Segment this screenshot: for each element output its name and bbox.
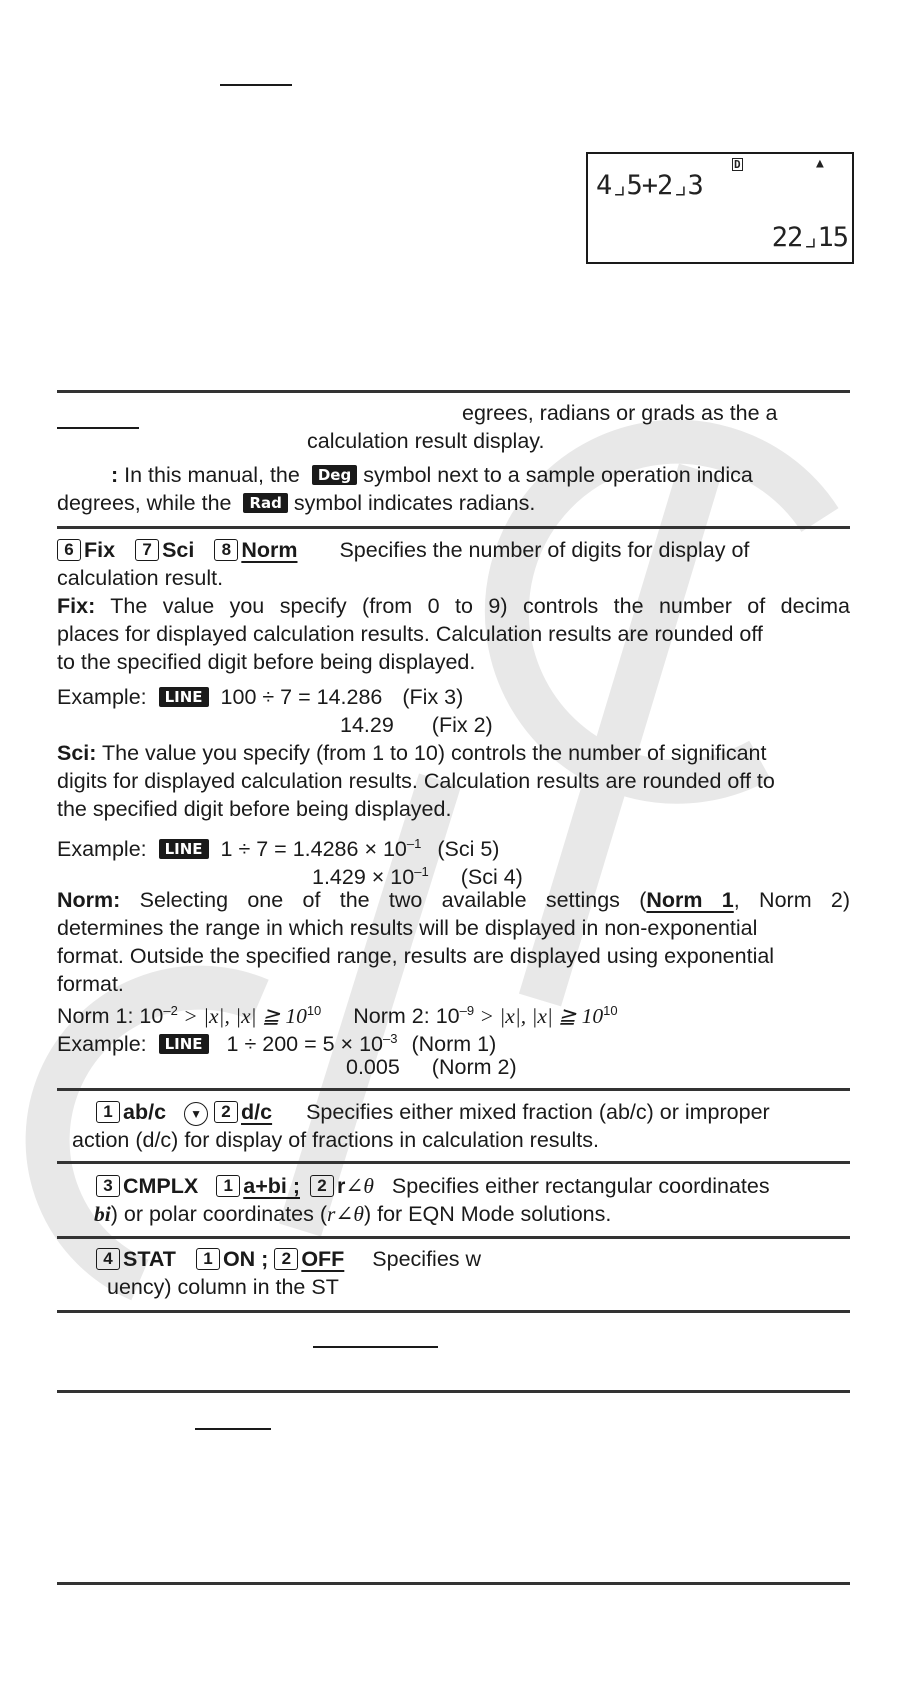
- cmplx-text-2b: ) or polar coordinates (: [110, 1202, 328, 1226]
- cmplx-rtheta: r∠θ: [327, 1202, 364, 1226]
- norm2-range-exp: –9: [459, 1003, 475, 1018]
- lcd-indicator-arrow: ▲: [816, 156, 824, 171]
- stat-key-1: 1: [196, 1248, 220, 1270]
- calculator-lcd-display: [586, 152, 854, 264]
- rad-badge: Rad: [243, 493, 287, 513]
- norm1-range-a: Norm 1: 10: [57, 1004, 164, 1029]
- note-colon: :: [111, 463, 119, 487]
- fraction-text-2: action (d/c) for display of fractions in calculation results.: [72, 1128, 599, 1152]
- fix-desc-line-2: places for displayed calculation results. Calculation results are rounded off: [57, 622, 763, 646]
- cmplx-key-1: 1: [216, 1175, 240, 1197]
- cmplx-bi: bi: [94, 1202, 111, 1226]
- off-label: OFF: [301, 1247, 345, 1271]
- r-theta-symbol: ∠θ: [345, 1174, 374, 1198]
- norm-line-badge: LINE: [159, 1034, 209, 1054]
- next-heading-underline: [195, 1428, 271, 1430]
- norm-example-line-2: [346, 1053, 517, 1081]
- fraction-key-2: 2: [214, 1101, 238, 1123]
- sci-example-exp-2: –1: [414, 864, 429, 879]
- note-text-c: degrees, while the: [57, 491, 232, 515]
- norm1-range-b: > |x|, |x| ≧ 10: [177, 1004, 307, 1029]
- note-text-b: symbol next to a sample operation indica: [363, 463, 753, 487]
- cmplx-header-line: [96, 1172, 770, 1200]
- fix-desc-line-1: [57, 592, 850, 620]
- fraction-text-1: Specifies either mixed fraction (ab/c) or improper: [306, 1100, 770, 1124]
- sci-example-expr: 1 ÷ 7 = 1.4286 × 10: [220, 837, 407, 862]
- key-6: 6: [57, 539, 81, 561]
- norm-desc-text-1a: Selecting one of the two available settings (: [139, 888, 647, 912]
- rule-bottom: [57, 1582, 850, 1585]
- cmplx-text-1: Specifies either rectangular coordinates: [391, 1174, 770, 1198]
- fix-example-line-2: [340, 711, 493, 739]
- fix-header-text: Specifies the number of digits for display of: [339, 538, 750, 562]
- norm-desc-line-4: format.: [57, 972, 124, 996]
- norm-desc-label: Norm:: [57, 888, 121, 912]
- norm-desc-line-3: format. Outside the specified range, results are displayed using exponential: [57, 944, 775, 968]
- line-badge: LINE: [159, 687, 209, 707]
- cmplx-label: CMPLX: [123, 1174, 199, 1198]
- stat-text-1: Specifies w: [372, 1247, 482, 1271]
- fix-example-mode-2: (Fix 2): [431, 713, 493, 737]
- norm-key-group: [214, 538, 297, 562]
- sci-label-key: Sci: [162, 538, 195, 562]
- rule-cmplx-top: [57, 1161, 850, 1164]
- angle-heading-underline: [57, 427, 139, 429]
- key-8: 8: [214, 539, 238, 561]
- note-text-a: In this manual, the: [124, 463, 300, 487]
- rule-next-section: [57, 1390, 850, 1393]
- norm-example-exp: –3: [383, 1031, 398, 1046]
- fix-example-expr: 100 ÷ 7 = 14.286: [220, 685, 383, 709]
- stat-key-2: 2: [274, 1248, 298, 1270]
- lcd-expression: 4⌟5+2⌟3: [596, 170, 703, 201]
- abc-label: ab/c: [123, 1100, 167, 1124]
- down-arrow-icon: ▼: [184, 1102, 208, 1126]
- r-label: r: [336, 1174, 346, 1198]
- rule-stat-bottom: [57, 1310, 850, 1313]
- fix-label-key: Fix: [84, 538, 116, 562]
- rule-fraction-top: [57, 1088, 850, 1091]
- fix-example-line-1: [57, 683, 463, 711]
- norm-example-expr: 1 ÷ 200 = 5 × 10: [226, 1032, 383, 1057]
- fix-desc-label: Fix:: [57, 594, 96, 618]
- rule-fix-top: [57, 526, 850, 529]
- norm2-range-b: > |x|, |x| ≧ 10: [474, 1004, 604, 1029]
- off-key-group: [274, 1247, 344, 1271]
- norm-example-label: Example:: [57, 1032, 147, 1057]
- fix-example-mode-1: (Fix 3): [402, 685, 464, 709]
- stat-text-2: uency) column in the ST: [107, 1275, 339, 1299]
- norm-label-key: Norm: [241, 538, 298, 562]
- norm1-range-exp: –2: [163, 1003, 178, 1018]
- lcd-result: 22⌟15: [771, 222, 848, 253]
- norm-1-default: Norm 1: [646, 888, 734, 912]
- stat-key-4: 4: [96, 1248, 120, 1270]
- stat-header-line: [96, 1245, 481, 1273]
- sci-example-mode-2: (Sci 4): [460, 865, 523, 890]
- fraction-header-line: [96, 1098, 770, 1126]
- cmplx-text-2d: ) for EQN Mode solutions.: [363, 1202, 612, 1226]
- key-7: 7: [135, 539, 159, 561]
- abi-label: a+bi ;: [243, 1174, 300, 1198]
- fraction-key-1: 1: [96, 1101, 120, 1123]
- fix-header-line: [57, 536, 749, 564]
- on-label: ON ;: [222, 1247, 269, 1271]
- norm2-range-exp2: 10: [603, 1003, 618, 1018]
- norm-desc-line-2: determines the range in which results will be displayed in non-exponential: [57, 916, 758, 940]
- sci-desc-line-3: the specified digit before being displayed.: [57, 797, 452, 821]
- norm-example-result-2: 0.005: [346, 1055, 400, 1079]
- example-label: Example:: [57, 685, 147, 709]
- cmplx-key-3: 3: [96, 1175, 120, 1197]
- fix-desc-line-3: to the specified digit before being displayed.: [57, 650, 476, 674]
- cmplx-key-2: 2: [310, 1175, 334, 1197]
- abi-key-group: [216, 1174, 300, 1198]
- rule-angle-top: [57, 390, 850, 393]
- angle-note-line-2: [57, 489, 535, 517]
- sci-example-mode-1: (Sci 5): [437, 837, 500, 862]
- angle-line-1: egrees, radians or grads as the a: [462, 401, 778, 425]
- angle-line-2: calculation result display.: [307, 429, 545, 453]
- rule-stat-top: [57, 1236, 850, 1239]
- fix-example-result-2: 14.29: [340, 713, 394, 737]
- dc-label: d/c: [241, 1100, 273, 1124]
- sci-line-badge: LINE: [159, 839, 209, 859]
- sci-desc-label: Sci:: [57, 741, 97, 765]
- mid-heading-underline: [313, 1346, 438, 1348]
- fix-header-text-2: calculation result.: [57, 566, 224, 590]
- cmplx-text-2: [94, 1200, 611, 1228]
- norm-example-mode-1: (Norm 1): [411, 1032, 497, 1057]
- top-heading-underline: [220, 84, 292, 86]
- dc-key-group: [184, 1100, 272, 1124]
- norm2-range-a: Norm 2: 10: [353, 1004, 460, 1029]
- sci-desc-text-1: The value you specify (from 1 to 10) controls the number of significant: [102, 741, 767, 765]
- norm1-range-exp2: 10: [306, 1003, 322, 1018]
- sci-example-label: Example:: [57, 837, 147, 862]
- angle-note-line-1: [57, 461, 753, 489]
- deg-badge: Deg: [312, 465, 357, 485]
- norm-desc-text-1c: , Norm 2): [733, 888, 851, 912]
- note-text-d: symbol indicates radians.: [293, 491, 536, 515]
- norm-example-mode-2: (Norm 2): [431, 1055, 517, 1079]
- stat-label: STAT: [123, 1247, 176, 1271]
- fix-desc-text-1: The value you specify (from 0 to 9) controls the number of decima: [110, 594, 850, 618]
- norm-desc-line-1: [57, 886, 850, 914]
- sci-example-exp: –1: [406, 836, 422, 851]
- sci-example-result-2: 1.429 × 10: [312, 865, 415, 890]
- lcd-indicator-d: D: [734, 158, 741, 171]
- sci-desc-line-2: digits for displayed calculation results. Calculation results are rounded off to: [57, 769, 775, 793]
- sci-desc-line-1: [57, 739, 766, 767]
